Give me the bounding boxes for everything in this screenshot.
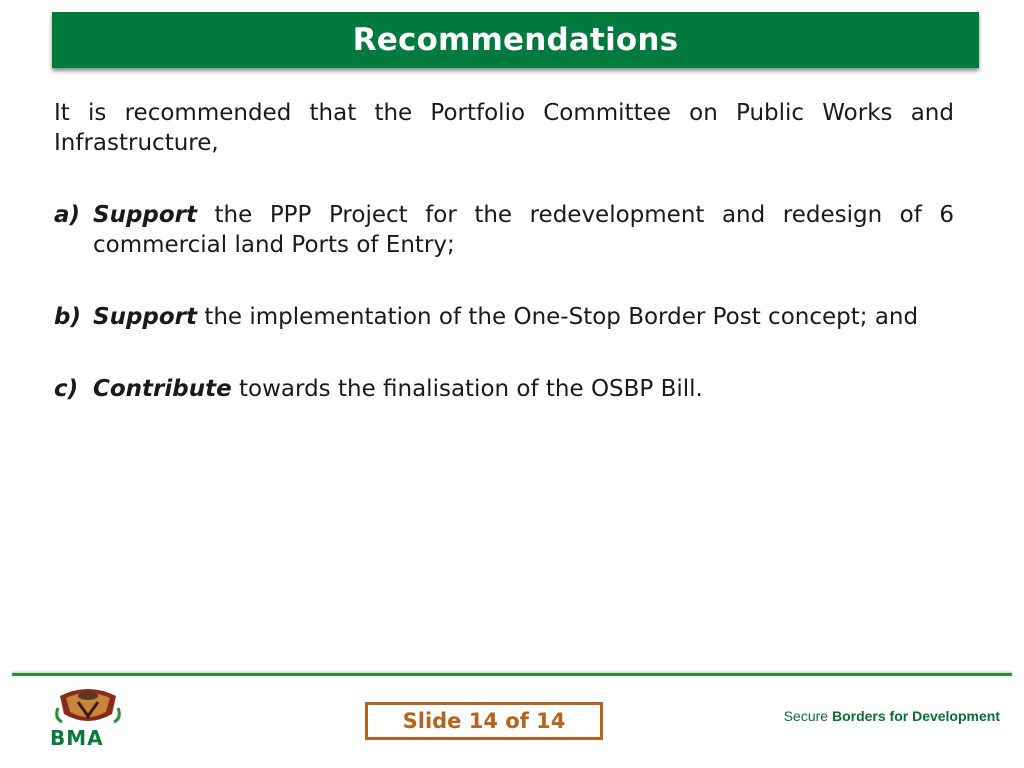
title-bar xyxy=(52,12,979,68)
list-item-rest: the PPP Project for the redevelopment and redesign of 6 commercial land Ports of Entry; xyxy=(93,202,954,258)
list-item xyxy=(54,200,954,260)
list-marker: a) xyxy=(54,202,81,228)
list-item-verb: Support xyxy=(93,304,198,330)
list-marker: b) xyxy=(54,304,81,330)
list-item-verb: Contribute xyxy=(93,376,232,402)
slide-counter xyxy=(365,702,603,740)
logo-wordmark: BMA xyxy=(50,726,104,750)
tagline xyxy=(784,708,1000,724)
slide-content xyxy=(54,98,954,404)
slide-counter-text: Slide 14 of 14 xyxy=(402,709,566,733)
footer-divider xyxy=(12,673,1012,676)
list-item-rest: the implementation of the One-Stop Border Post concept; and xyxy=(197,304,919,330)
list-item xyxy=(54,374,954,404)
page-title: Recommendations xyxy=(352,22,679,58)
list-item xyxy=(54,302,954,332)
recommendation-list xyxy=(54,200,954,404)
list-item-text xyxy=(93,302,954,332)
list-marker: c) xyxy=(54,376,79,402)
list-item-text xyxy=(93,200,954,260)
tagline-bold: Borders for Development xyxy=(831,708,1000,724)
list-item-rest: towards the finalisation of the OSBP Bill. xyxy=(231,376,703,402)
tagline-prefix: Secure xyxy=(783,708,832,724)
list-item-verb: Support xyxy=(93,202,198,228)
intro-paragraph: It is recommended that the Portfolio Committee on Public Works and Infrastructure, xyxy=(54,100,954,156)
list-item-text xyxy=(93,374,954,404)
